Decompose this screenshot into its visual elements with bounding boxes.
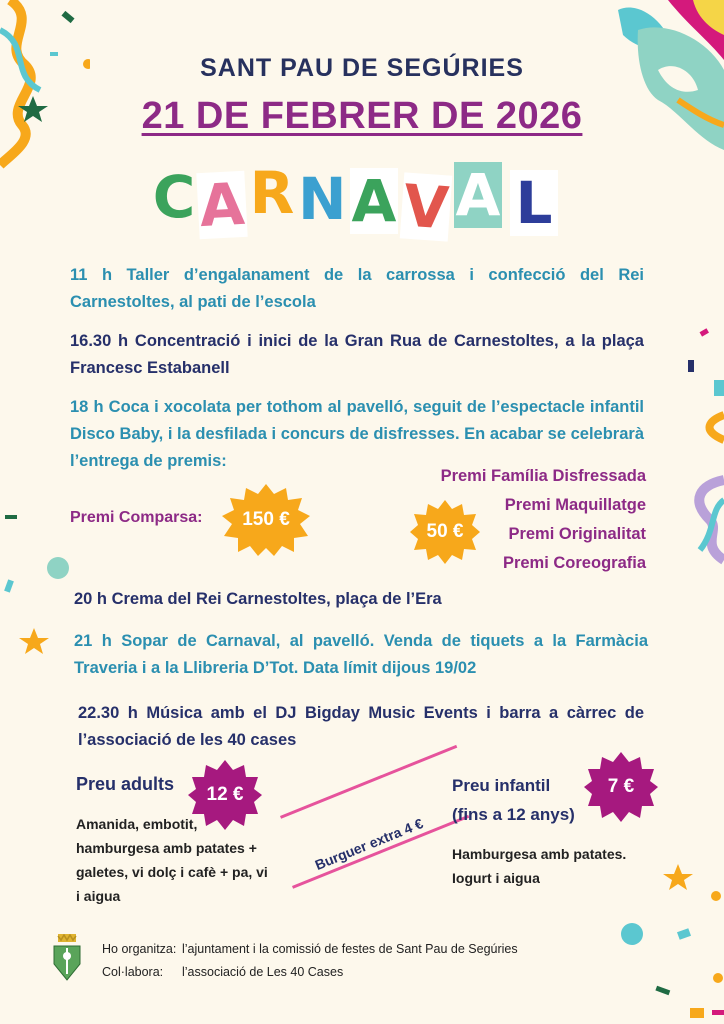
- burger-extra-text: Burguer extra 4 €: [312, 815, 426, 873]
- adults-price-label: Preu adults: [76, 774, 175, 794]
- burger-banner-line-bottom: [292, 815, 469, 889]
- title-letter: A: [351, 167, 397, 235]
- adults-menu: Amanida, embotit, hamburgesa amb patates + galetes, vi dolç i cafè + pa, vi i aigua: [76, 816, 268, 904]
- title-letter: V: [401, 171, 451, 243]
- collaborates-label: Col·labora:: [102, 965, 164, 979]
- streamer-top-left-decoration: [0, 0, 90, 170]
- prize-item: Premi Originalitat: [508, 525, 646, 543]
- prize-list: [441, 462, 646, 578]
- title-letter: L: [510, 170, 558, 236]
- schedule-item-2230h: 22.30 h Música amb el DJ Bigday Music Events i barra a càrrec de l’associació de les 40 cases: [78, 704, 644, 749]
- prize-item: Premi Maquillatge: [504, 496, 646, 514]
- kids-price-label: Preu infantil: [452, 776, 551, 795]
- schedule-item-18h: 18 h Coca i xocolata per tothom al pavelló, seguit de l’espectacle infantil Disco Baby, i la desfilada i concurs de disfresses. En acabar se celebrarà l’entrega de premis:: [70, 398, 644, 470]
- prize-badge-150: [222, 484, 310, 556]
- prize-item: Premi Família Disfressada: [440, 467, 646, 485]
- title-letter: C: [152, 163, 196, 231]
- comparsa-label: Premi Comparsa:: [70, 509, 203, 526]
- schedule-item-20h: 20 h Crema del Rei Carnestoltes, plaça de l’Era: [74, 590, 442, 608]
- event-date: 21 DE FEBRER DE 2026: [141, 95, 583, 137]
- schedule-item-1630h: 16.30 h Concentració i inici de la Gran Rua de Carnestoltes, a la plaça Francesc Estabanell: [70, 332, 644, 377]
- carnival-mask-icon: [598, 0, 724, 170]
- title-letter: A: [455, 161, 501, 229]
- title-letter: N: [298, 165, 347, 233]
- schedule-item-11h: 11 h Taller d’engalanament de la carrossa i confecció del Rei Carnestoltes, al pati de l’escola: [70, 266, 644, 311]
- burger-extra-banner: [272, 815, 460, 873]
- kids-menu: Hamburgesa amb patates. Iogurt i aigua: [452, 846, 627, 886]
- title-letter: R: [249, 159, 295, 227]
- title-letter: A: [197, 169, 247, 241]
- town-name: SANT PAU DE SEGÚRIES: [200, 54, 524, 82]
- kids-price-amount: 7 €: [607, 776, 635, 797]
- burger-banner-line-top: [280, 745, 457, 819]
- municipal-coat-of-arms-icon: [52, 934, 82, 982]
- kids-price-note: (fins a 12 anys): [452, 805, 575, 824]
- collaborates-value: l’associació de Les 40 Cases: [182, 965, 344, 979]
- organizes-label: Ho organitza:: [102, 942, 177, 956]
- organizes-value: l’ajuntament i la comissió de festes de Sant Pau de Segúries: [182, 942, 518, 956]
- adults-price-amount: 12 €: [206, 784, 244, 805]
- prize-amount-150: 150 €: [242, 509, 290, 530]
- carnaval-title: [150, 158, 590, 248]
- prize-amount-50: 50 €: [426, 521, 464, 542]
- streamer-right-decoration: [660, 320, 724, 610]
- confetti-left-decoration: [0, 500, 70, 680]
- prize-item: Premi Coreografia: [502, 554, 646, 572]
- kids-price-badge: [584, 752, 658, 822]
- schedule-item-21h: 21 h Sopar de Carnaval, al pavelló. Venda de tiquets a la Farmàcia Traveria i a la Llibreria D’Tot. Data límit dijous 19/02: [74, 632, 648, 677]
